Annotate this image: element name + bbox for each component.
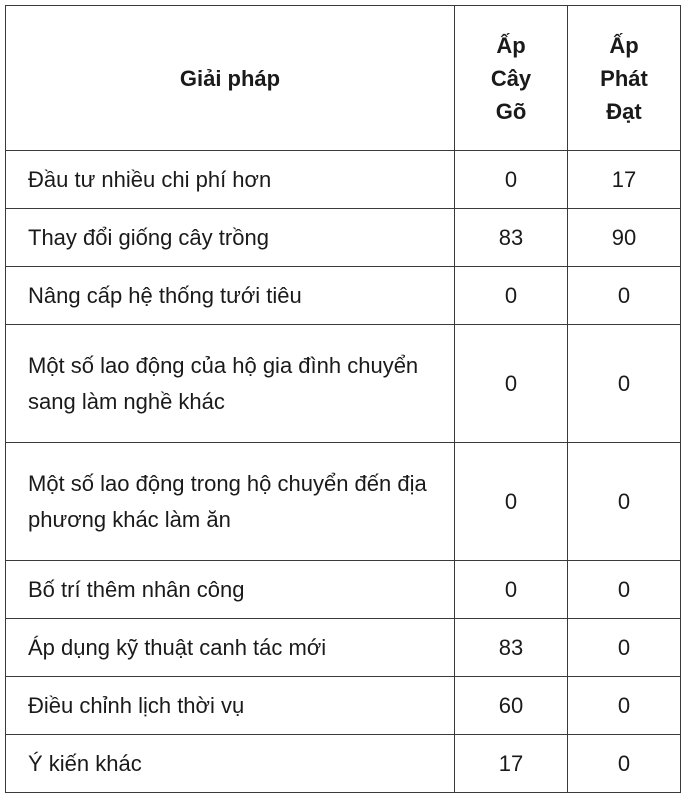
solution-cell: Điều chỉnh lịch thời vụ — [6, 677, 455, 735]
table-row — [6, 735, 681, 793]
phat-dat-value: 0 — [568, 677, 681, 735]
cay-go-value: 0 — [455, 325, 568, 443]
phat-dat-value: 0 — [568, 619, 681, 677]
solution-cell: Thay đổi giống cây trồng — [6, 209, 455, 267]
solution-cell: Đầu tư nhiều chi phí hơn — [6, 151, 455, 209]
phat-dat-value: 90 — [568, 209, 681, 267]
cay-go-value: 17 — [455, 735, 568, 793]
cay-go-value: 0 — [455, 443, 568, 561]
header-row — [6, 6, 681, 151]
cay-go-value: 60 — [455, 677, 568, 735]
header-solution: Giải pháp — [6, 6, 455, 151]
header-cay-go: Ấp Cây Gõ — [455, 6, 568, 151]
solutions-table-container — [5, 5, 681, 793]
table-row — [6, 151, 681, 209]
cay-go-value: 0 — [455, 151, 568, 209]
phat-dat-value: 0 — [568, 325, 681, 443]
solutions-table — [5, 5, 681, 793]
phat-dat-value: 0 — [568, 561, 681, 619]
cay-go-value: 83 — [455, 209, 568, 267]
table-row — [6, 209, 681, 267]
cay-go-value: 0 — [455, 267, 568, 325]
solution-cell: Áp dụng kỹ thuật canh tác mới — [6, 619, 455, 677]
phat-dat-value: 0 — [568, 735, 681, 793]
solution-cell: Bố trí thêm nhân công — [6, 561, 455, 619]
solution-cell: Một số lao động của hộ gia đình chuyển sang làm nghề khác — [6, 325, 455, 443]
solution-cell: Ý kiến khác — [6, 735, 455, 793]
table-row — [6, 267, 681, 325]
table-row — [6, 443, 681, 561]
table-row — [6, 677, 681, 735]
cay-go-value: 83 — [455, 619, 568, 677]
table-row — [6, 325, 681, 443]
table-row — [6, 561, 681, 619]
phat-dat-value: 0 — [568, 443, 681, 561]
solution-cell: Một số lao động trong hộ chuyển đến địa phương khác làm ăn — [6, 443, 455, 561]
header-phat-dat: Ấp Phát Đạt — [568, 6, 681, 151]
phat-dat-value: 17 — [568, 151, 681, 209]
cay-go-value: 0 — [455, 561, 568, 619]
phat-dat-value: 0 — [568, 267, 681, 325]
table-row — [6, 619, 681, 677]
solution-cell: Nâng cấp hệ thống tưới tiêu — [6, 267, 455, 325]
